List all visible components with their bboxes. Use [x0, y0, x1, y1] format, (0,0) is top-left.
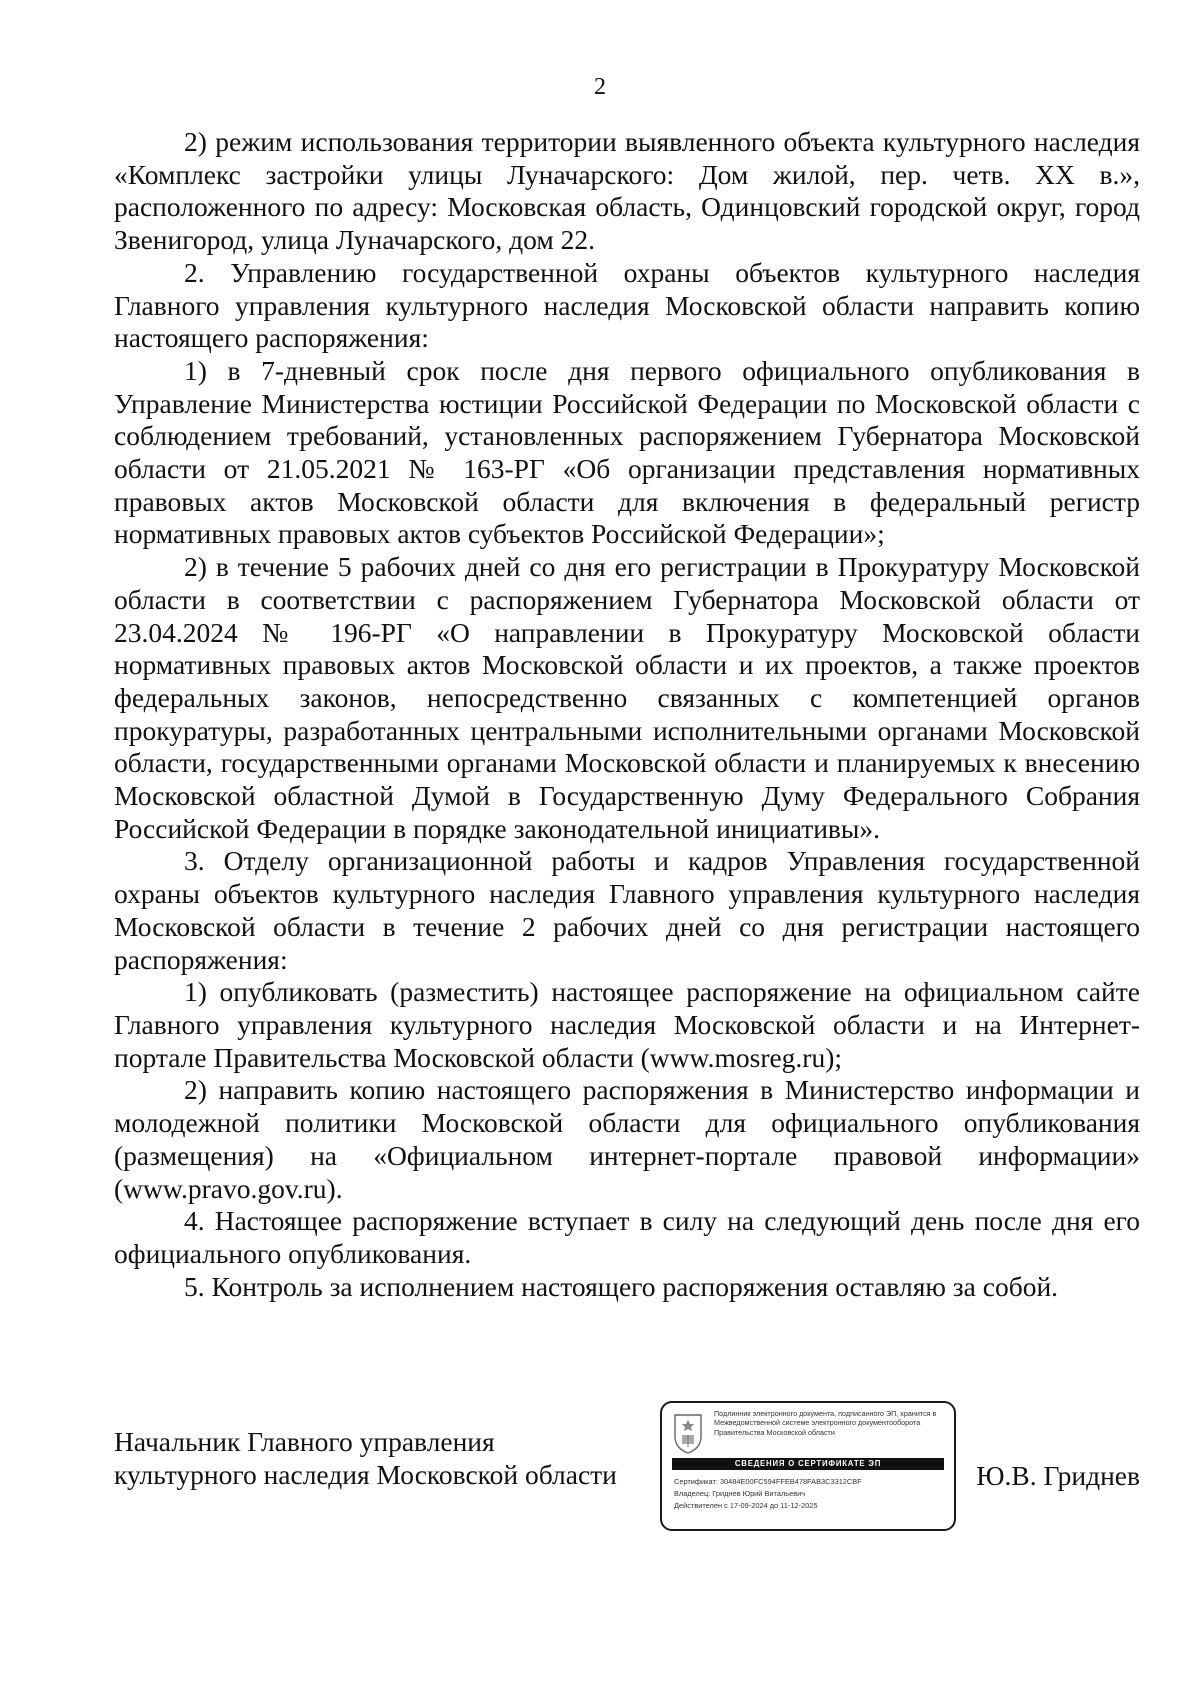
- paragraph-section-2-item-2: 2) в течение 5 рабочих дней со дня его регистрации в Прокуратуру Московской области в соответствии с распоряжением Губернатора Московской области от 23.04.2024 № 196-РГ «О направлении в Прокуратуру Московской области нормативных правовых актов Московской области и их проектов, а также проектов федеральных законов, непосредственно связанных с компетенцией органов прокуратуры, разработанных центральными исполнительными органами Московской области, государственными органами Московской области и планируемых к внесению Московской областной Думой в Государственную Думу Федерального Собрания Российской Федерации в порядке законодательной инициативы».: [114, 551, 1140, 844]
- moscow-oblast-coat-of-arms-icon: [672, 1411, 704, 1455]
- signatory-title-line-1: Начальник Главного управления: [114, 1426, 495, 1457]
- paragraph-section-2-item-1: 1) в 7-дневный срок после дня первого официального опубликования в Управление Министерства юстиции Российской Федерации по Московской области с соблюдением требований, установленных распоряжением Губернатора Московской области от 21.05.2021 № 163-РГ «Об организации представления нормативных правовых актов Московской области для включения в федеральный регистр нормативных правовых актов субъектов Российской Федерации»;: [114, 354, 1140, 550]
- document-body: [114, 126, 1140, 1303]
- stamp-validity: Действителен с 17-09-2024 до 11-12-2025: [674, 1501, 818, 1510]
- paragraph-section-2: 2. Управлению государственной охраны объектов культурного наследия Главного управления культурного наследия Московской области направить копию настоящего распоряжения:: [114, 256, 1140, 354]
- paragraph-section-5: 5. Контроль за исполнением настоящего распоряжения оставляю за собой.: [184, 1270, 1059, 1302]
- signature-block: [114, 1409, 1140, 1555]
- page-number: 2: [594, 74, 606, 100]
- signatory-name: Ю.В. Гриднев: [976, 1460, 1140, 1491]
- stamp-certificate: Сертификат: 30484E00FC594FFEB478FAB3C3312CBF: [674, 1477, 862, 1486]
- paragraph-item-2-regime: 2) режим использования территории выявленного объекта культурного наследия «Комплекс застройки улицы Луначарского: Дом жилой, пер. четв. XX в.», расположенного по адресу: Московская область, Одинцовский городской округ, город Звенигород, улица Луначарского, дом 22.: [114, 126, 1140, 256]
- paragraph-section-3-item-1: 1) опубликовать (разместить) настоящее распоряжение на официальном сайте Главного управления культурного наследия Московской области и на Интернет-портале Правительства Московской области (www.mosreg.ru);: [114, 976, 1140, 1073]
- electronic-signature-stamp: [660, 1401, 956, 1531]
- stamp-header: СВЕДЕНИЯ О СЕРТИФИКАТЕ ЭП: [672, 1458, 944, 1470]
- signatory-title-line-2: культурного наследия Московской области: [114, 1459, 617, 1490]
- stamp-note: Подлинник электронного документа, подписанного ЭП, хранится в Межведомственной системе электронного документооборота Правительства Московской области: [714, 1409, 937, 1437]
- signatory-title: [114, 1425, 654, 1491]
- paragraph-section-3: 3. Отделу организационной работы и кадров Управления государственной охраны объектов культурного наследия Главного управления культурного наследия Московской области в течение 2 рабочих дней со дня регистрации настоящего распоряжения:: [114, 845, 1140, 975]
- paragraph-section-4: 4. Настоящее распоряжение вступает в силу на следующий день после дня его официального опубликования.: [114, 1205, 1140, 1269]
- stamp-owner: Владелец: Гриднев Юрий Витальевич: [674, 1489, 806, 1498]
- paragraph-section-3-item-2: 2) направить копию настоящего распоряжения в Министерство информации и молодежной политики Московской области для официального опубликования (размещения) на «Официальном интернет-портале правовой информации» (www.pravo.gov.ru).: [114, 1074, 1140, 1204]
